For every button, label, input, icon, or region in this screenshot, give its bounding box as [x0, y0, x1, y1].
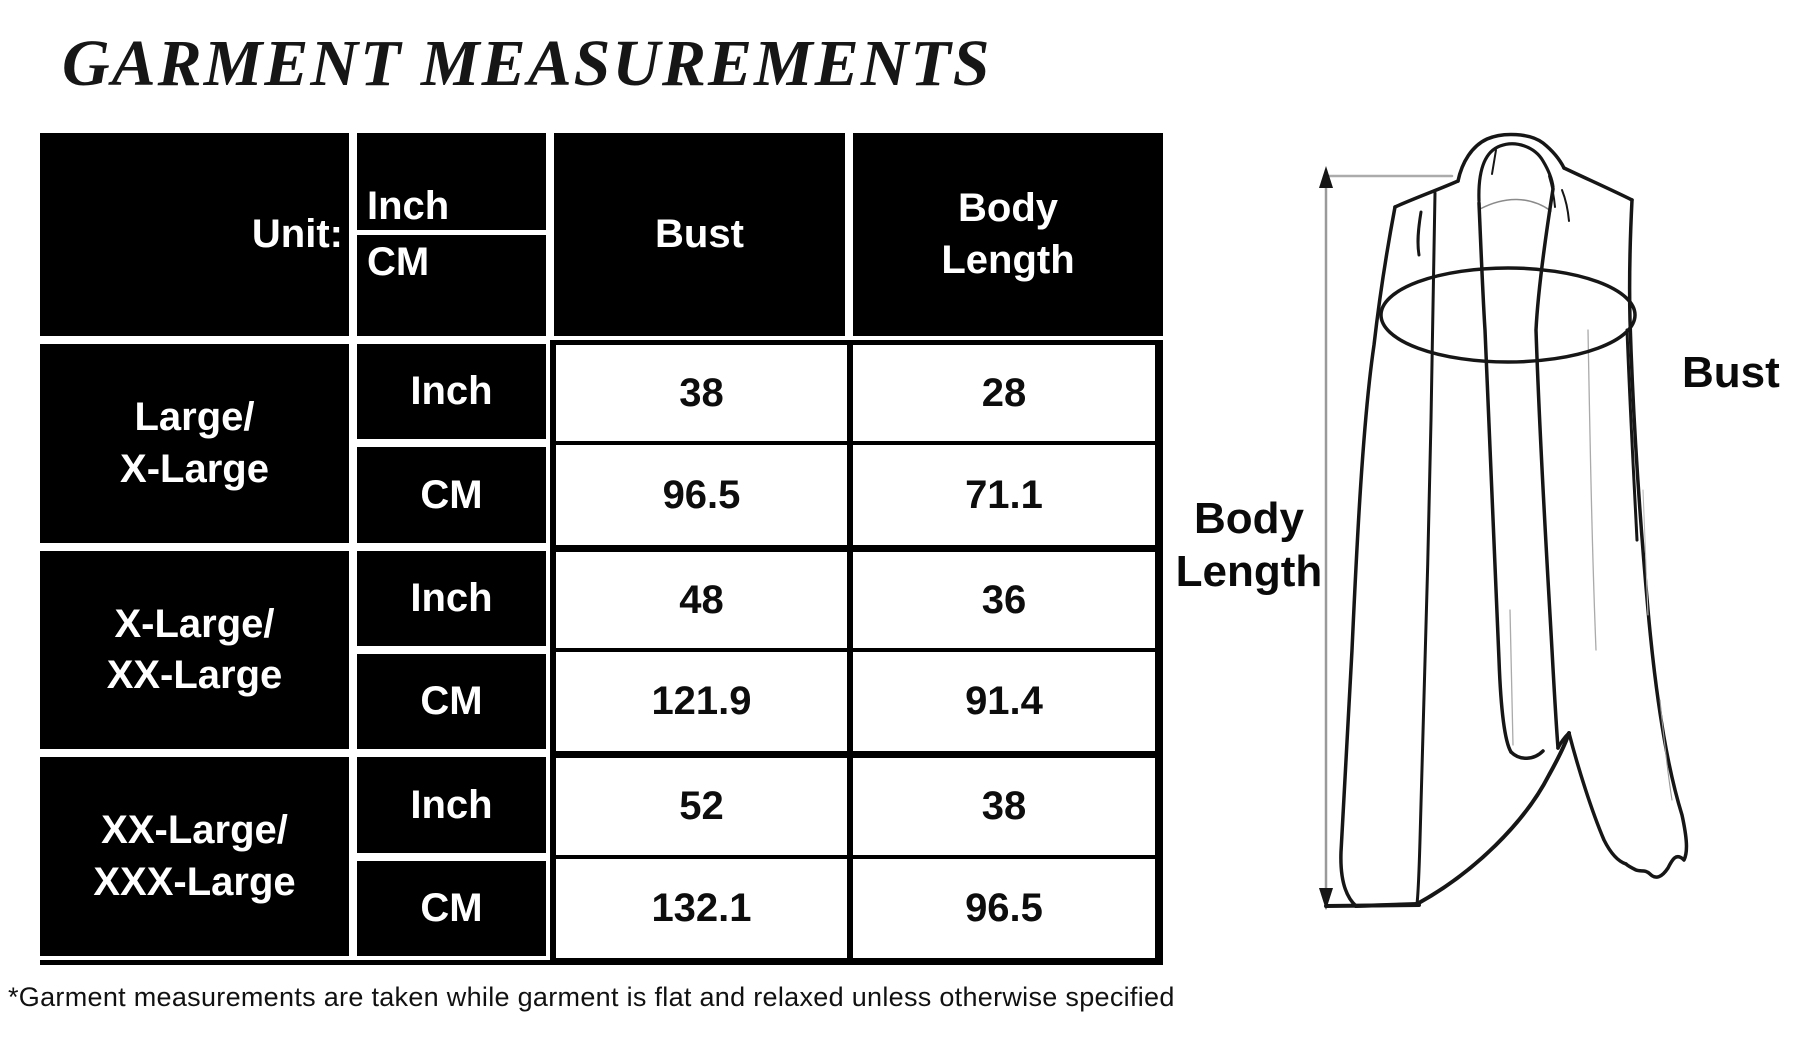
- size-table: [40, 133, 1163, 965]
- left-drape-line: [1417, 193, 1435, 904]
- header-body-length-cell: [849, 133, 1163, 340]
- size-cell-large-xlarge: [40, 340, 353, 547]
- footnote: *Garment measurements are taken while garment is flat and relaxed unless otherwise specified: [8, 982, 1175, 1012]
- header-body-length-line1: Body: [958, 186, 1058, 231]
- value-bust: 48: [550, 547, 849, 650]
- value-body-length: 36: [849, 547, 1163, 650]
- right-outer-edge: [1626, 200, 1686, 877]
- right-shoulder: [1564, 168, 1632, 200]
- neckline-thin: [1480, 199, 1551, 211]
- bust-ellipse: [1381, 268, 1635, 362]
- unit-cell-inch: Inch: [353, 340, 550, 443]
- hem-sweep: [1417, 733, 1569, 904]
- hem-bottom: [1356, 904, 1417, 906]
- value-body-length: 96.5: [849, 857, 1163, 960]
- value-body-length: 38: [849, 753, 1163, 857]
- size-line: XXX-Large: [93, 859, 296, 904]
- header-unit-inch: Inch: [357, 133, 546, 235]
- value-bust: 96.5: [550, 443, 849, 547]
- left-outer-edge: [1341, 207, 1395, 906]
- size-cell-xlarge-xxlarge: [40, 547, 353, 753]
- size-line: Large/: [134, 395, 255, 440]
- value-bust: 52: [550, 753, 849, 857]
- unit-cell-inch: Inch: [353, 547, 550, 650]
- unit-cell-cm: CM: [353, 443, 550, 547]
- value-body-length: 71.1: [849, 443, 1163, 547]
- left-shoulder: [1395, 181, 1458, 207]
- value-bust: 132.1: [550, 857, 849, 960]
- size-line: X-Large: [120, 446, 269, 491]
- body-length-label-line2: Length: [1175, 547, 1323, 596]
- unit-cell-inch: Inch: [353, 753, 550, 857]
- unit-cell-cm: CM: [353, 650, 550, 753]
- collar-inner-loop: [1479, 144, 1553, 201]
- unit-label: Unit:: [251, 212, 343, 256]
- bust-label: Bust: [1682, 348, 1780, 397]
- header-bust-cell: Bust: [550, 133, 849, 340]
- value-bust: 121.9: [550, 650, 849, 753]
- value-body-length: 28: [849, 340, 1163, 443]
- header-body-length-line2: Length: [941, 237, 1075, 282]
- page-title: GARMENT MEASUREMENTS: [62, 27, 992, 100]
- value-bust: 38: [550, 340, 849, 443]
- unit-cell-cm: CM: [353, 857, 550, 960]
- header-unit-cm: CM: [367, 240, 430, 284]
- size-line: XX-Large: [106, 653, 283, 697]
- size-line: XX-Large/: [101, 808, 288, 853]
- body-length-label-line1: Body: [1194, 494, 1304, 543]
- body-length-label: [1158, 492, 1340, 598]
- left-lapel-edge: [1479, 203, 1511, 752]
- right-inner-hem: [1569, 733, 1626, 864]
- header-unit-options-cell: [353, 133, 550, 340]
- header-unit-cell: [40, 133, 353, 340]
- size-cell-xxlarge-xxxlarge: [40, 753, 353, 960]
- size-line: X-Large/: [114, 601, 275, 646]
- value-body-length: 91.4: [849, 650, 1163, 753]
